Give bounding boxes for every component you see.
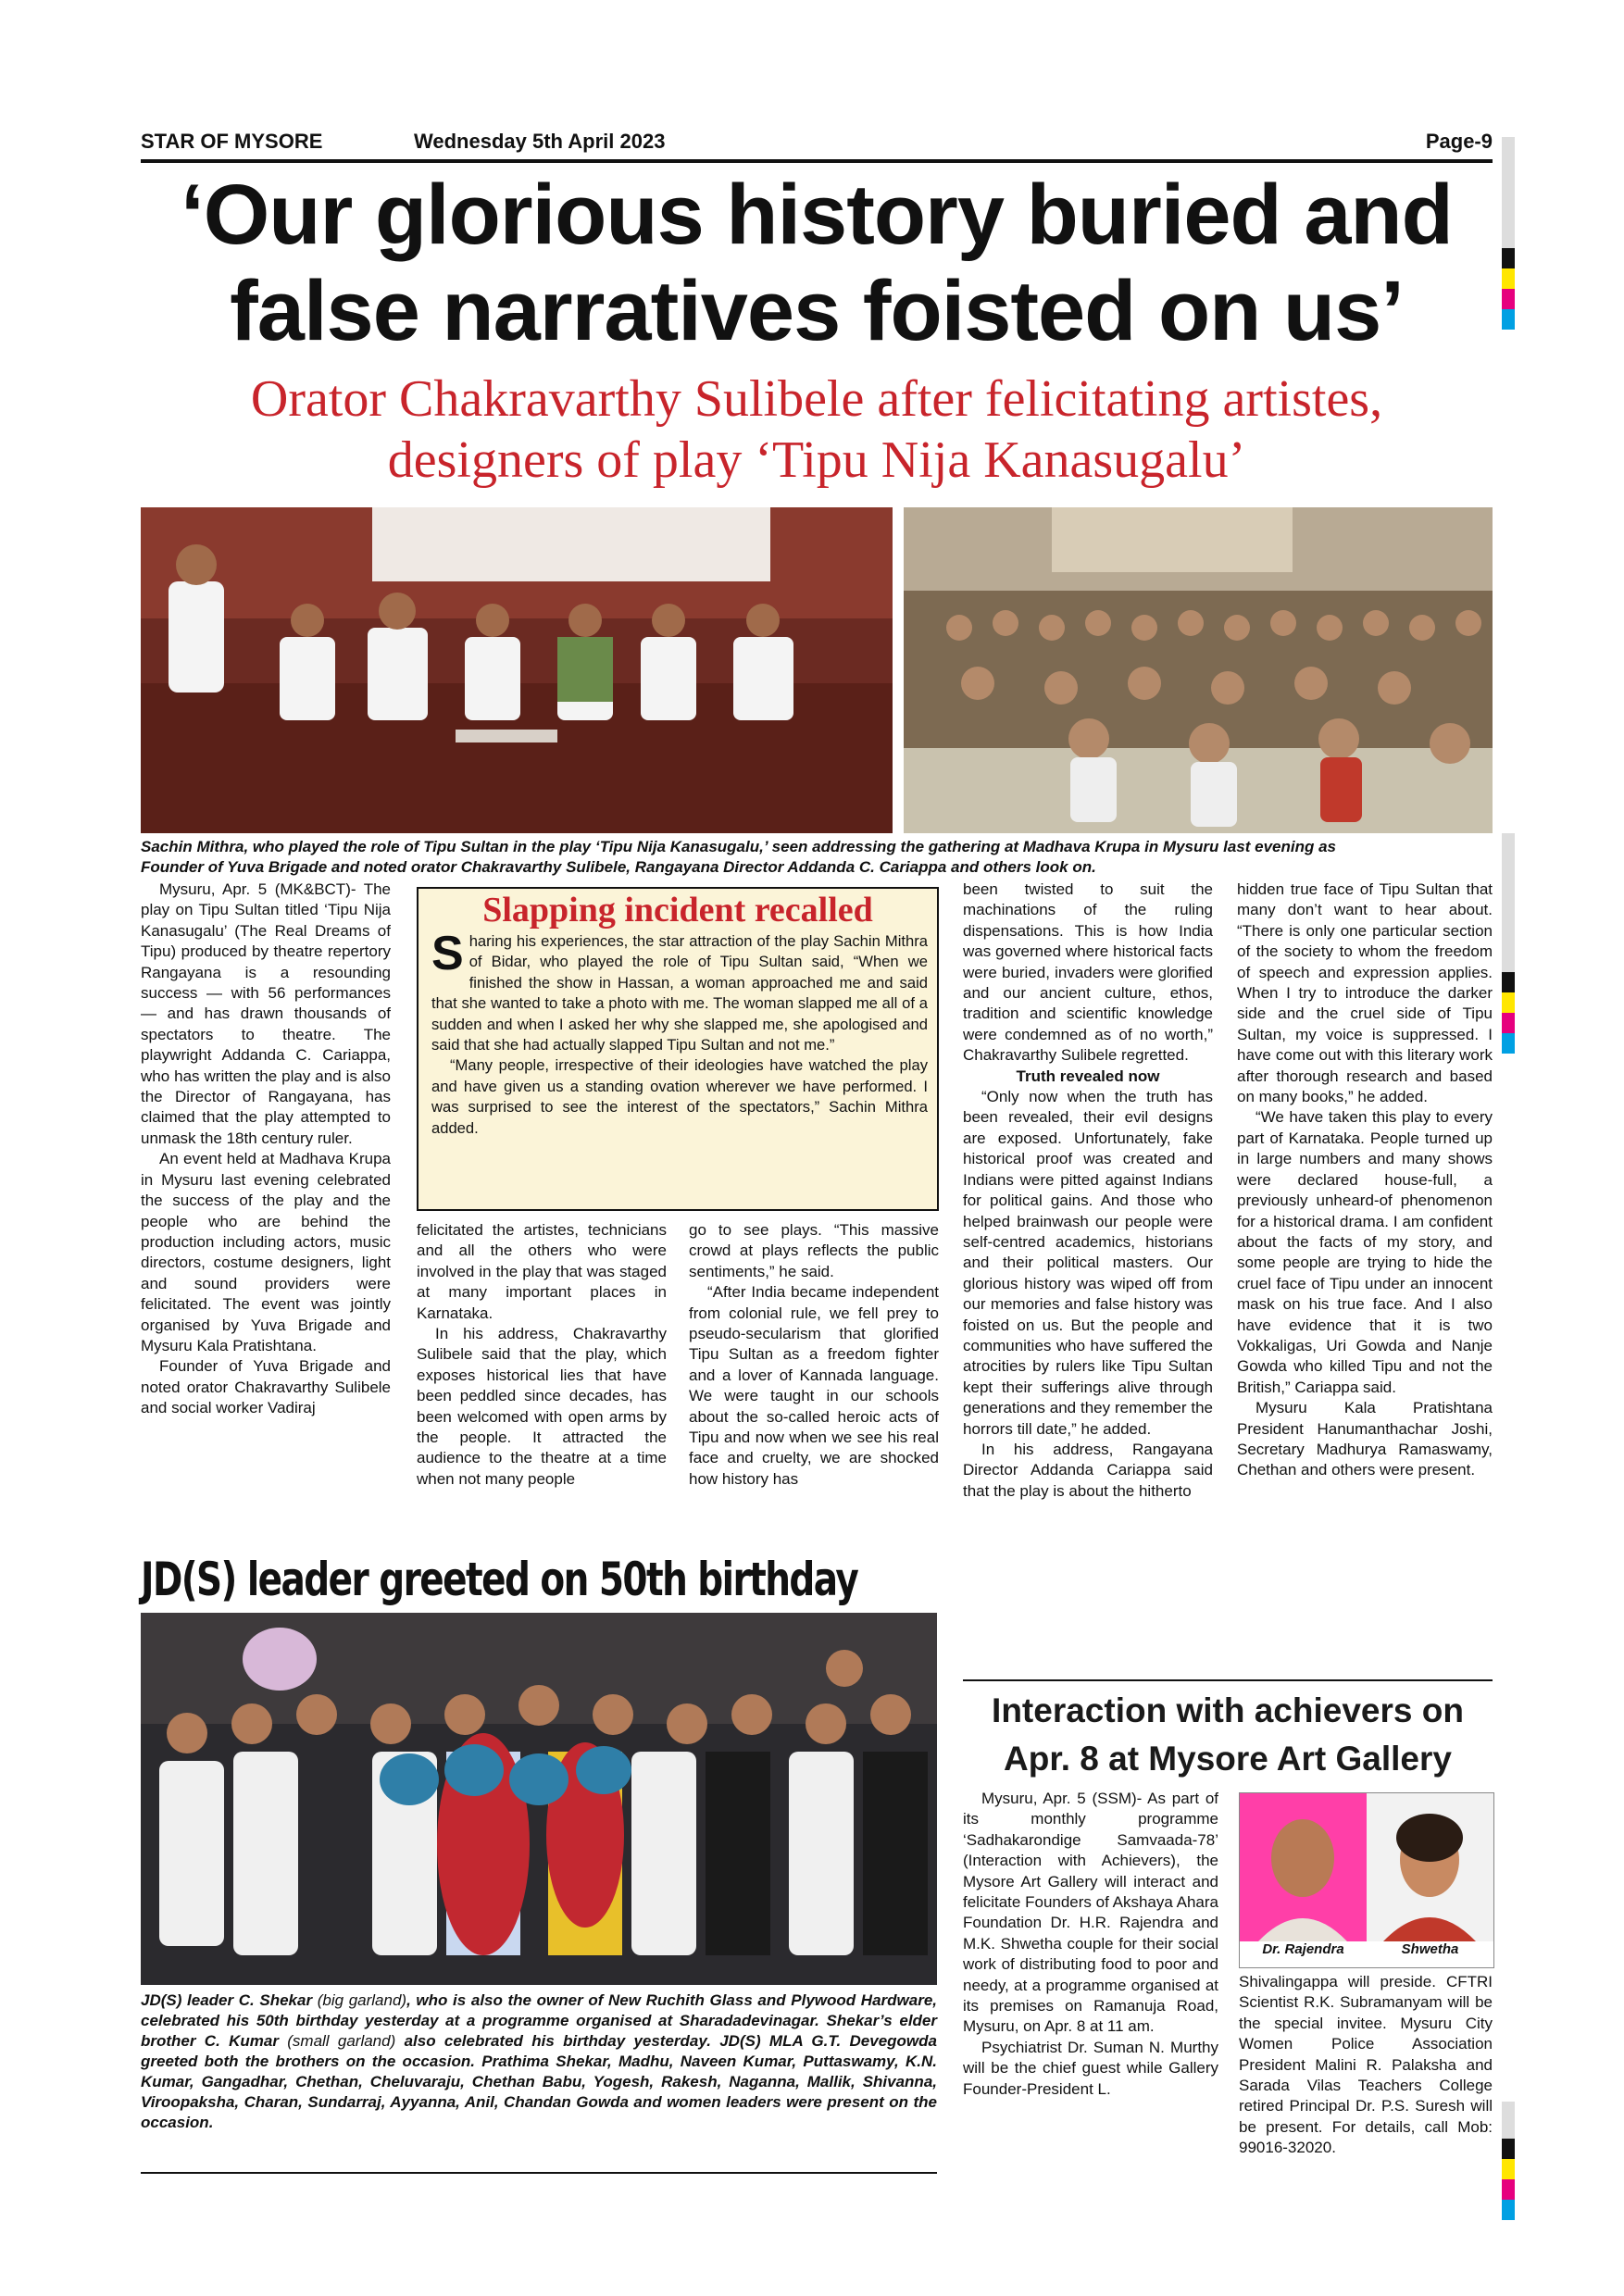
box-title: Slapping incident recalled xyxy=(482,891,873,930)
achievers-top-rule xyxy=(963,1679,1493,1681)
lead-headline xyxy=(141,167,1493,359)
birthday-photo xyxy=(141,1613,937,1985)
photo-label-rajendra: Dr. Rajendra xyxy=(1262,1941,1344,1957)
lead-caption-line2: Founder of Yuva Brigade and noted orator Chakravarthy Sulibele, Rangayana Director Addanda C. Cariappa and others look on. xyxy=(141,858,1096,876)
lead-col2-para1: felicitated the artistes, technicians and all the others who were involved in the play that was staged at many important places in Karnataka. xyxy=(417,1221,667,1322)
box-dropcap: S xyxy=(431,927,464,980)
lead-headline-line1: ‘Our glorious history buried and xyxy=(181,168,1453,262)
lead-deck xyxy=(141,368,1493,491)
audience-photo xyxy=(904,507,1493,833)
lead-col1-para1: Mysuru, Apr. 5 (MK&BCT)- The play on Tipu Sultan titled ‘Tipu Nija Kanasugalu’ (The Real Dreams of Tipu) produced by theatre repertory Rangayana is a resounding success — with 56 performances — and has drawn thousands of spectators to theatre. The playwright Addanda C. Cariappa, who has written the play and is also the Director of Rangayana, has claimed that the play attempted to unmask the 18th century ruler. xyxy=(141,880,391,1147)
lead-column-1 xyxy=(141,880,391,1419)
header-rule xyxy=(141,159,1493,163)
lead-col3-para1: go to see plays. “This massive crowd at plays reflects the public sentiments,” he said. xyxy=(689,1221,939,1280)
jds-bottom-rule xyxy=(141,2172,937,2174)
lead-col4-para1: been twisted to suit the machinations of the ruling dispensations. This is how India was governed where historical facts were buried, invaders were glorified and our ancient culture, ethos, tradition and scientific knowledge were condemned as of no worth,” Chakravarthy Sulibele regretted. xyxy=(963,880,1213,1065)
slapping-incident-box xyxy=(417,887,939,1211)
achievers-headline-line2: Apr. 8 at Mysore Art Gallery xyxy=(1004,1740,1452,1778)
registration-bar-mid xyxy=(1502,833,1515,1054)
box-para2: “Many people, irrespective of their ideologies have watched the play and have given us a standing ovation wherever we have performed. I was surprised to see the interest of the spectators,” Sachin Mithra added. xyxy=(431,1056,928,1137)
lead-headline-line2: false narratives foisted on us’ xyxy=(230,264,1404,358)
page-number: Page-9 xyxy=(1425,130,1493,153)
lead-col5-para1: hidden true face of Tipu Sultan that many don’t want to hear about. “There is only one particular section of the society to whom the freedom of speech and expression applies. When I try to introduce the darker side and the cruel side of Tipu Sultan, my voice is suppressed. I have come out with this literary work after thorough research and based on many books,” he added. xyxy=(1237,880,1493,1106)
achievers-para1: Mysuru, Apr. 5 (SSM)- As part of its monthly programme ‘Sadhakarondige Samvaada-78’ (Interaction with Achievers), the Mysore Art Gallery will interact and felicitate Founders of Akshaya Ahara Foundation Dr. H.R. Rajendra and M.K. Shwetha couple for their social work of distributing food to poor and needy, at a programme organised at its premises on Ramanuja Road, Mysuru, on Apr. 8 at 11 am. xyxy=(963,1790,1218,2036)
lead-column-5 xyxy=(1237,880,1493,1481)
jds-caption-part3: also celebrated his birthday yesterday. JD(S) MLA G.T. Devegowda greeted both the brothers on the occasion. Prathima Shekar, Madhu, Naveen Kumar, Puttaswamy, K.N. Kumar, Gangadhar, Chethan, Cheluvaraju, Chethan Babu, Yogesh, Rakesh, Naganna, Mallik, Shivanna, Viroopaksha, Charan, Sundarraj, Ayyanna, Anil, Chandan Gowda and women leaders were present on the occasion. xyxy=(141,2032,937,2131)
achievers-headline-line1: Interaction with achievers on xyxy=(992,1691,1464,1729)
achievers-headline xyxy=(963,1687,1493,1783)
jds-caption-part1: JD(S) leader C. Shekar xyxy=(141,1991,318,2009)
truth-revealed-subhead: Truth revealed now xyxy=(1016,1067,1160,1085)
achievers-para3: Shivalingappa will preside. CFTRI Scientist R.K. Subramanyam will be the special invitee. Mysuru City Women Police Association President Malini R. Palaksha and Sarada Vilas Teachers College retired Principal Dr. P.S. Suresh will be present. For details, call Mob: 99016-32020. xyxy=(1239,1973,1493,2157)
lead-photo-caption xyxy=(141,837,1493,878)
lead-deck-line2: designers of play ‘Tipu Nija Kanasugalu’ xyxy=(387,431,1246,489)
jds-caption-part2: , who is also the owner of New Ruchith Glass and Plywood Hardware, celebrated his 50th birthday yesterday at a programme organised at Sharadadevinagar. Shekar’s elder brother C. Kumar xyxy=(141,1991,938,2050)
box-para1: haring his experiences, the star attraction of the play Sachin Mithra of Bidar, who played the role of Tipu Sultan said, “When we finished the show in Hassan, a woman approached me and said that she wanted to take a photo with me. The woman slapped me all of a sudden and when I asked her why she slapped me, she apologised and said that she had actually slapped Tipu Sultan and not me.” xyxy=(431,932,928,1054)
lead-col1-para3: Founder of Yuva Brigade and noted orator Chakravarthy Sulibele and social worker Vadiraj xyxy=(141,1357,391,1417)
lead-column-4 xyxy=(963,880,1213,1502)
registration-bar-top xyxy=(1502,137,1515,330)
achievers-column-1 xyxy=(963,1789,1218,2100)
photo-label-shwetha: Shwetha xyxy=(1401,1941,1459,1957)
registration-bar-bottom xyxy=(1502,2102,1515,2220)
lead-col1-para2: An event held at Madhava Krupa in Mysuru last evening celebrated the success of the play and the people who are behind the production including actors, music directors, costume designers, light and sound providers were felicitated. The event was jointly organised by Yuva Brigade and Mysuru Kala Pratishtana. xyxy=(141,1150,391,1354)
lead-col4-para2: “Only now when the truth has been revealed, their evil designs are exposed. Unfortunately, fake historical proof was created and Indians were pitted against Indians for political gains. And those who helped brainwash our people were self-centred academics, historians and their political masters. Our glorious history was wiped off from our memories and false history was foisted on us. But the people and communities who have suffered the atrocities by rulers like Tipu Sultan kept their sufferings alive through generations and they remember the horrors till date,” he added. xyxy=(963,1088,1213,1438)
lead-col5-para2: “We have taken this play to every part of Karnataka. People turned up in large numbers and many shows were declared house-full, a previously unheard-of phenomenon for a historical drama. I am confident about the facts of my story, and some people are trying to hide the cruel face of Tipu under an innocent mask on his true face. And I also have evidence that it is two Vokkaligas, Uri Gowda and Nanje Gowda who killed Tipu and not the British,” Cariappa said. xyxy=(1237,1108,1493,1396)
achievers-column-2 xyxy=(1239,1972,1493,2159)
stage-photo xyxy=(141,507,893,833)
jds-caption-big-garland: (big garland) xyxy=(317,1991,407,2009)
lead-deck-line1: Orator Chakravarthy Sulibele after felicitating artistes, xyxy=(250,370,1383,428)
achievers-para2: Psychiatrist Dr. Suman N. Murthy will be the chief guest while Gallery Founder-President L. xyxy=(963,2038,1218,2098)
issue-date: Wednesday 5th April 2023 xyxy=(414,130,666,153)
lead-col2-para2: In his address, Chakravarthy Sulibele said that the play, which exposes historical lies that have been peddled since decades, has been welcomed with open arms by the people. It attracted the audience to the theatre at a time when not many people xyxy=(417,1325,667,1488)
jds-headline: JD(S) leader greeted on 50th birthday xyxy=(141,1553,858,1606)
lead-column-2 xyxy=(417,1220,667,1490)
jds-caption-small-garland: (small garland) xyxy=(287,2032,396,2050)
jds-caption xyxy=(141,1990,937,2133)
lead-col5-para3: Mysuru Kala Pratishtana President Hanumanthachar Joshi, Secretary Madhurya Ramaswamy, Chethan and others were present. xyxy=(1237,1399,1493,1479)
lead-col4-para3: In his address, Rangayana Director Addanda Cariappa said that the play is about the hitherto xyxy=(963,1440,1213,1500)
paper-name: STAR OF MYSORE xyxy=(141,130,323,153)
lead-caption-line1: Sachin Mithra, who played the role of Tipu Sultan in the play ‘Tipu Nija Kanasugalu,’ seen addressing the gathering at Madhava Krupa in Mysuru last evening as xyxy=(141,838,1336,855)
lead-col3-para2: “After India became independent from colonial rule, we fell prey to pseudo-secularism that glorified Tipu Sultan as a freedom fighter and a lover of Kannada language. We were taught in our schools about the so-called heroic acts of Tipu and now when we see his real face and cruelty, we are shocked how history has xyxy=(689,1283,939,1488)
lead-column-3 xyxy=(689,1220,939,1490)
achievers-photos xyxy=(1239,1792,1494,1968)
